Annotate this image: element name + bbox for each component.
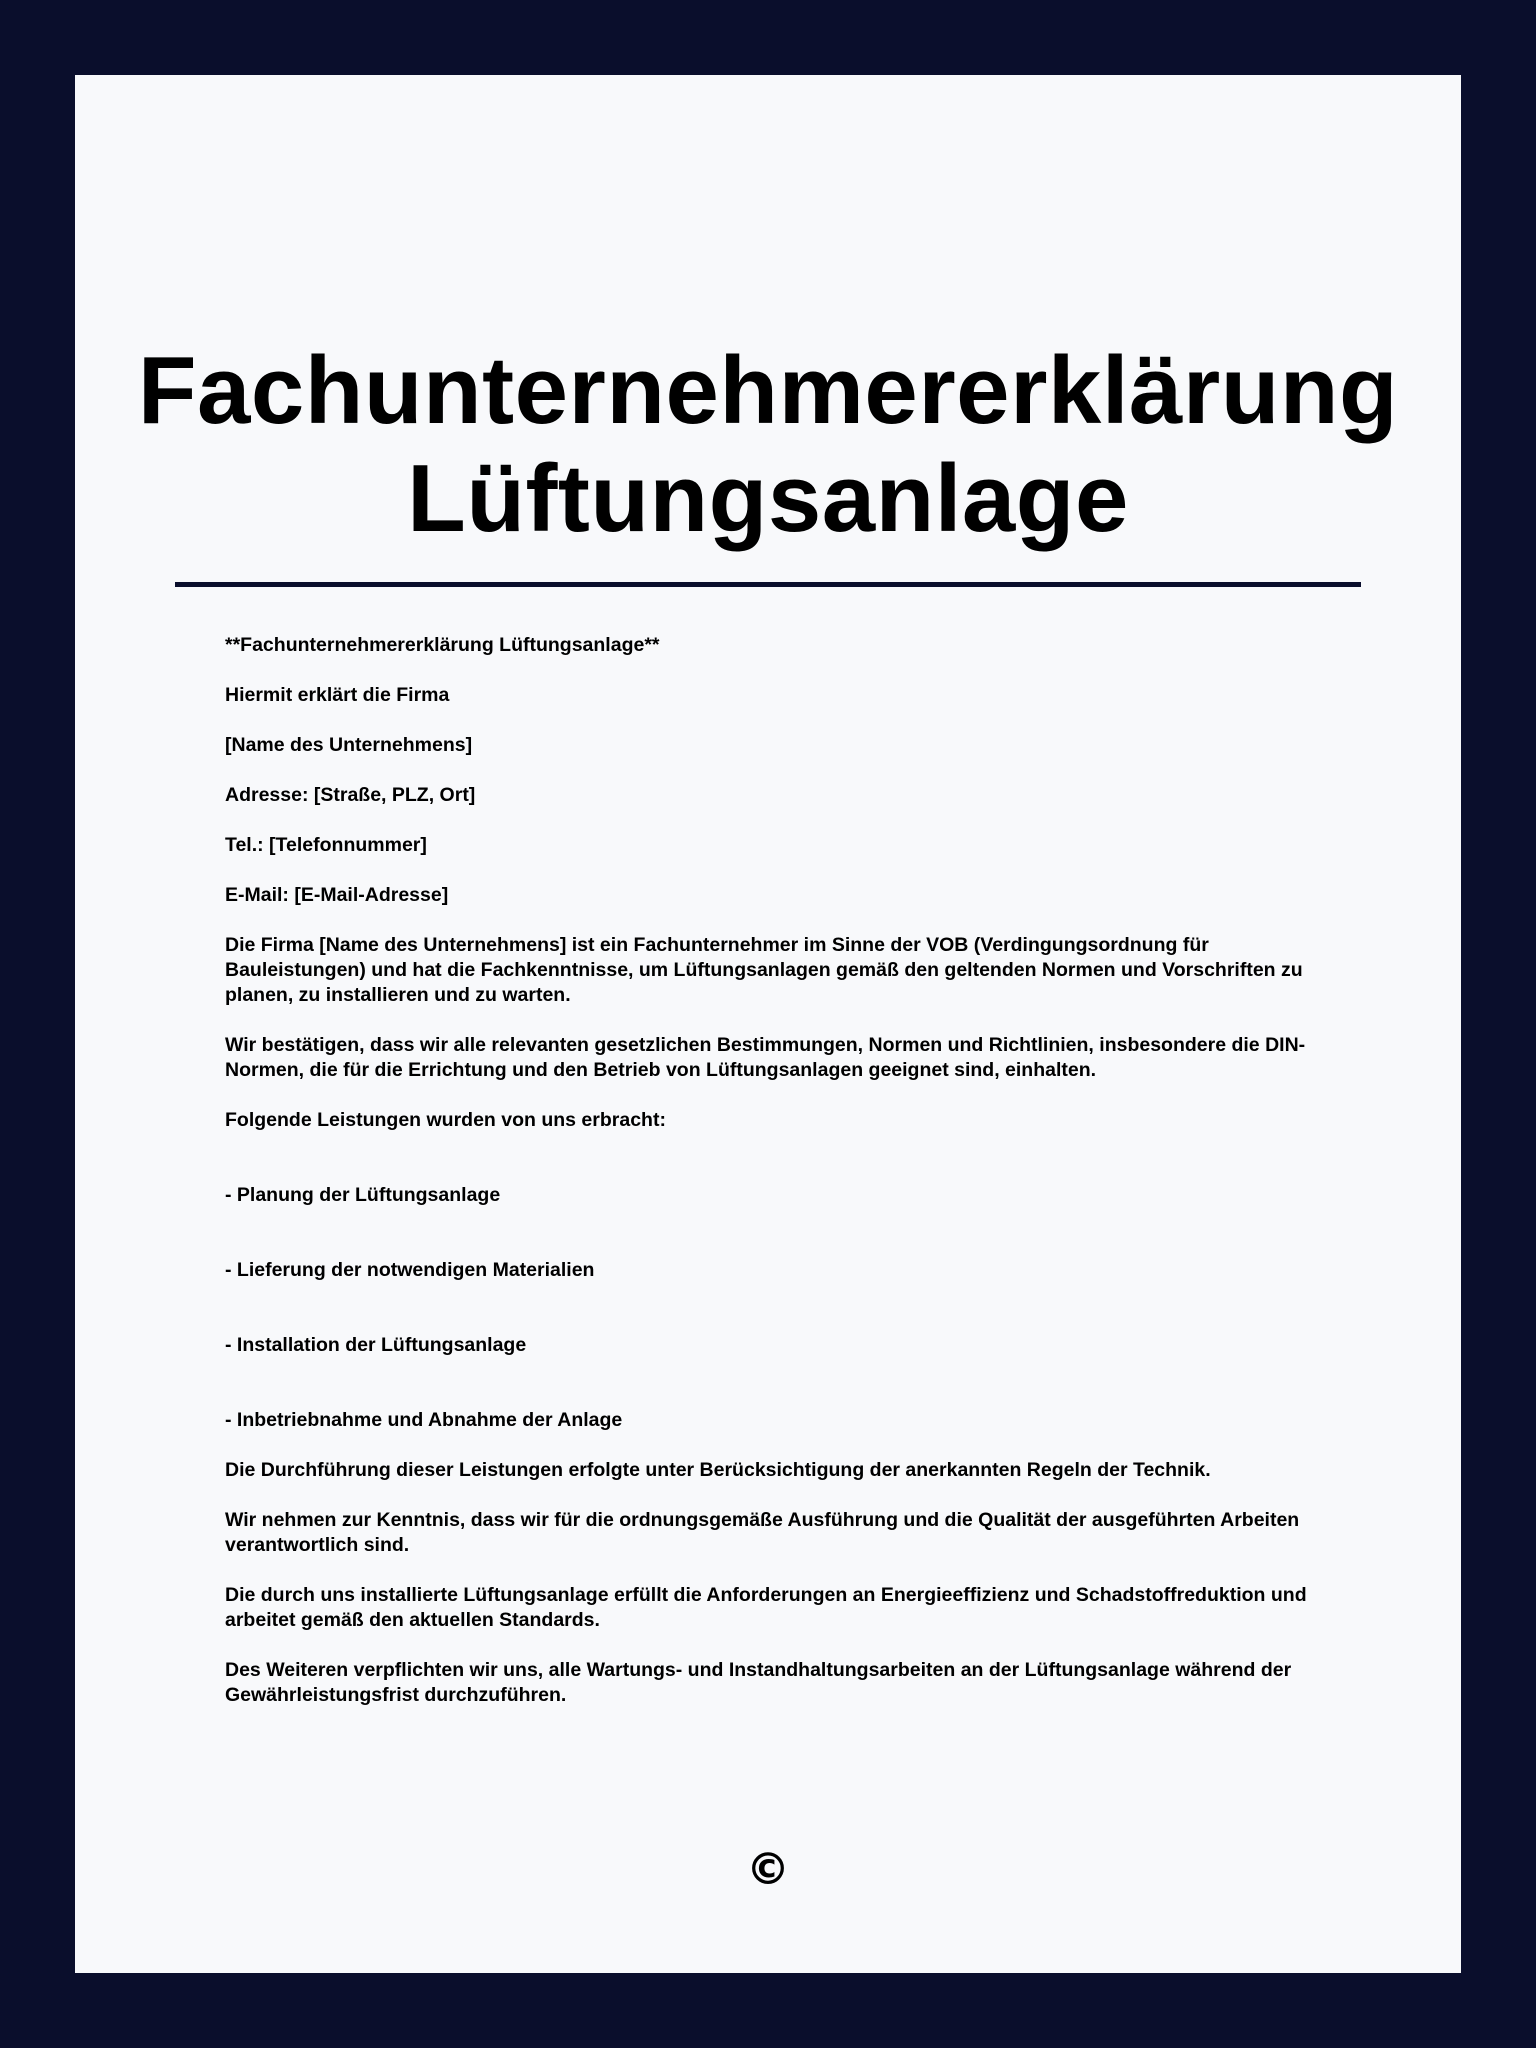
list-item: - Installation der Lüftungsanlage (225, 1334, 527, 1356)
copyright-icon: © (746, 1844, 790, 1895)
document-body (225, 633, 1325, 1733)
company-name: [Name des Unternehmens] (225, 734, 473, 756)
list-item: - Lieferung der notwendigen Materialien (225, 1259, 595, 1281)
intro-line: Hiermit erklärt die Firma (225, 684, 450, 706)
paragraph-rules: Die Durchführung dieser Leistungen erfolgte unter Berücksichtigung der anerkannten Regeln der Technik. (225, 1459, 1211, 1481)
title-divider (175, 582, 1361, 587)
paragraph-responsibility: Wir nehmen zur Kenntnis, dass wir für die ordnungsgemäße Ausführung und die Qualität der ausgeführten Arbeiten verantwortlich sind. (225, 1509, 1300, 1556)
services-intro: Folgende Leistungen wurden von uns erbracht: (225, 1109, 666, 1131)
email-line: E-Mail: [E-Mail-Adresse] (225, 884, 449, 906)
document-title (75, 337, 1461, 553)
address-line: Adresse: [Straße, PLZ, Ort] (225, 784, 476, 806)
phone-line: Tel.: [Telefonnummer] (225, 834, 427, 856)
paragraph-maintenance: Des Weiteren verpflichten wir uns, alle Wartungs- und Instandhaltungsarbeiten an der Lüftungsanlage während der Gewährleistungsfrist durchzuführen. (225, 1659, 1292, 1706)
paragraph-confirmation: Wir bestätigen, dass wir alle relevanten gesetzlichen Bestimmungen, Normen und Richtlinien, insbesondere die DIN-Normen, die für die Errichtung und den Betrieb von Lüftungsanlagen geeignet sind, einhalten. (225, 1034, 1306, 1081)
bold-heading-line: **Fachunternehmererklärung Lüftungsanlage** (225, 634, 660, 656)
paragraph-efficiency: Die durch uns installierte Lüftungsanlage erfüllt die Anforderungen an Energieeffizienz und Schadstoffreduktion und arbeitet gemäß den aktuellen Standards. (225, 1584, 1307, 1631)
document-page (75, 75, 1461, 1973)
paragraph-vob: Die Firma [Name des Unternehmens] ist ein Fachunternehmer im Sinne der VOB (Verdingungsordnung für Bauleistungen) und hat die Fachkenntnisse, um Lüftungsanlagen gemäß den geltenden Normen und Vorschriften zu planen, zu installieren und zu warten. (225, 934, 1303, 1006)
list-item: - Planung der Lüftungsanlage (225, 1184, 501, 1206)
list-item: - Inbetriebnahme und Abnahme der Anlage (225, 1409, 623, 1431)
title-line-2: Lüftungsanlage (407, 445, 1129, 552)
title-line-1: Fachunternehmererklärung (137, 337, 1399, 444)
services-list (225, 1183, 1325, 1433)
